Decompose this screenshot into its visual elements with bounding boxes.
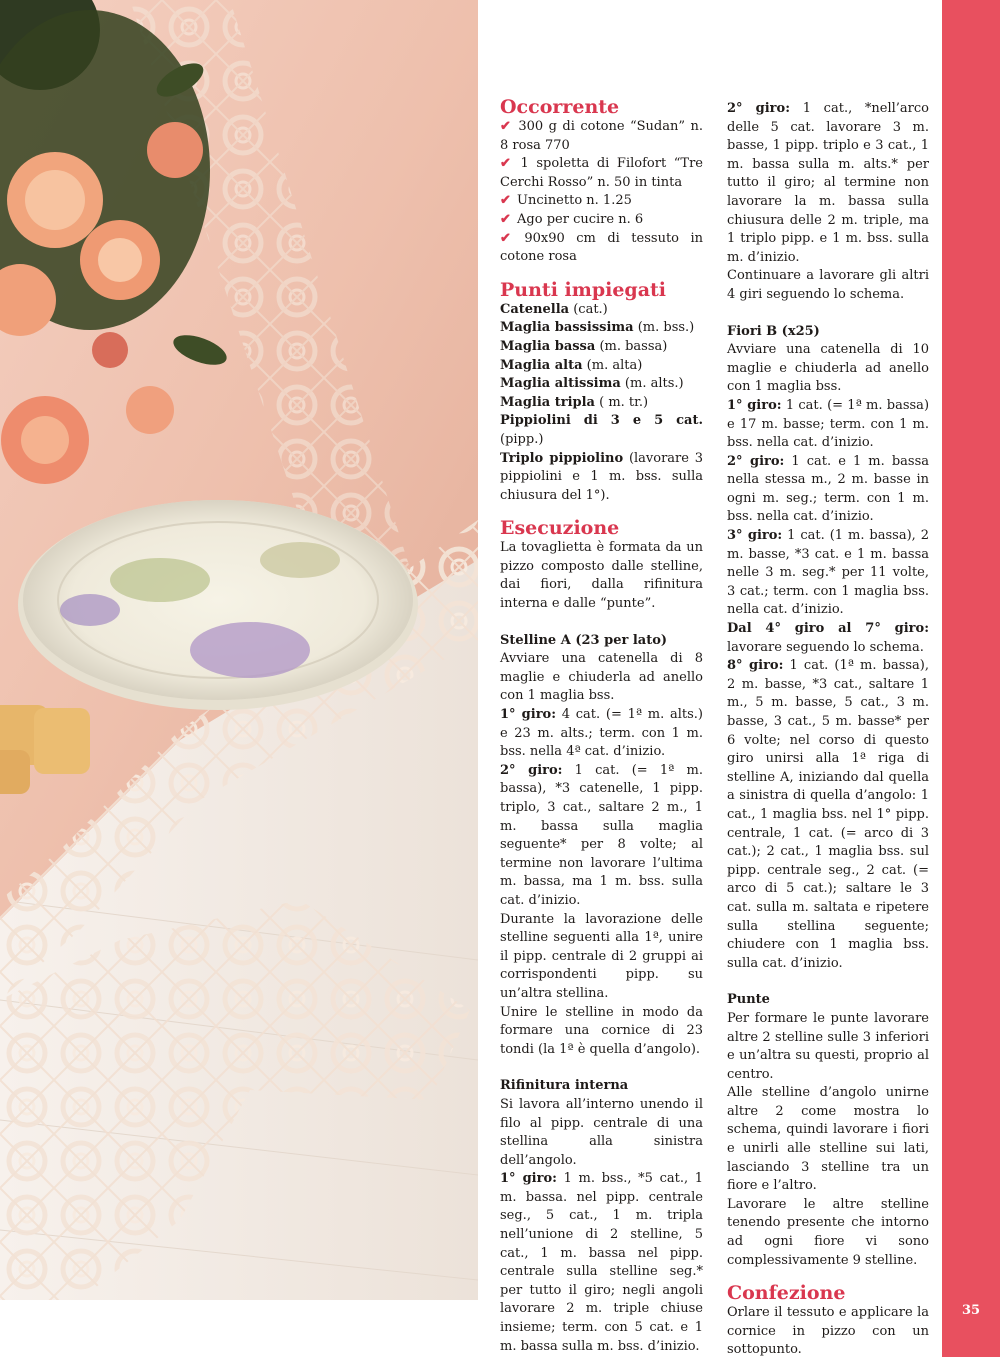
checkmark-icon: ✔ bbox=[500, 211, 511, 227]
section-title-esecuzione: Esecuzione bbox=[500, 517, 620, 540]
stitch-abbr: ( m. tr.) bbox=[594, 394, 649, 410]
round-label: 1° giro: bbox=[500, 1171, 557, 1187]
round-label: 2° giro: bbox=[727, 101, 790, 116]
paragraph bbox=[727, 620, 929, 657]
stitch-name: Maglia alta bbox=[500, 357, 583, 373]
round-text: 1 cat. (= 1ª m. bassa), *3 catenelle, 1 pipp. triplo, 3 cat., saltare 2 m., 1 m. bassa sulla maglia seguente* per 8 volte; al termine non lavorare l’ultima m. bassa, ma 1 m. bss. sulla cat. d’inizio. bbox=[500, 762, 703, 908]
stitch-item bbox=[500, 319, 703, 338]
section-title-occorrente: Occorrente bbox=[500, 96, 620, 118]
plate bbox=[18, 500, 418, 710]
list-item-text: Ago per cucire n. 6 bbox=[517, 211, 644, 227]
subsection-title-rifinitura: Rifinitura interna bbox=[500, 1078, 629, 1094]
stitch-name: Pippiolini di 3 e 5 cat. bbox=[500, 413, 703, 429]
stitch-name: Maglia bassa bbox=[500, 338, 596, 354]
stitch-name: Catenella bbox=[500, 301, 570, 317]
paragraph bbox=[727, 100, 929, 267]
side-band bbox=[942, 0, 1000, 1357]
paragraph: Orlare il tessuto e applicare la cornice in pizzo con un sottopunto. bbox=[727, 1305, 929, 1358]
round-label: 2° giro: bbox=[500, 762, 563, 778]
list-item bbox=[500, 211, 703, 230]
lace-doily-photo bbox=[0, 0, 478, 1300]
round-label: 3° giro: bbox=[727, 528, 783, 544]
stitch-abbr: (pipp.) bbox=[500, 431, 544, 447]
subsection-title-stelline: Stelline A (23 per lato) bbox=[500, 632, 668, 648]
list-item-text: 300 g di cotone “Sudan” n. 8 rosa 770 bbox=[500, 119, 703, 153]
stitch-item bbox=[500, 375, 703, 394]
list-item-text: 90x90 cm di tessuto in cotone rosa bbox=[500, 230, 703, 265]
stitch-name: Maglia tripla bbox=[500, 394, 595, 410]
paragraph: Unire le stelline in modo da formare una cornice di 23 tondi (la 1ª è quella d’angolo). bbox=[500, 1004, 703, 1057]
paragraph bbox=[727, 453, 929, 527]
paragraph: Per formare le punte lavorare altre 2 stelline sulle 3 inferiori e un’altra su questi, proprio al centro. bbox=[727, 1010, 929, 1082]
paragraph bbox=[500, 1170, 703, 1356]
round-text: 1 cat. (1ª m. bassa), 2 m. basse, *3 cat., saltare 1 m., 5 m. basse, 5 cat., 3 m. basse, 3 cat., 5 m. basse* per 6 volte; nel corso di questo giro unirsi alla 1ª riga di stelline A, iniziando dal quella a sinistra di quella d’angolo: 1 cat., 1 maglia bss. nel 1° pipp. centrale, 1 cat. (= arco di 3 cat.); 2 cat., 1 maglia bss. sul pipp. centrale seg., 2 cat. (= arco di 5 cat.); saltare le 3 cat. sulla m. saltata e ripetere sulla stellina seguente; chiudere con 1 maglia bss. sulla cat. d’inizio. bbox=[727, 658, 929, 971]
checkmark-icon: ✔ bbox=[500, 193, 511, 209]
stitch-abbr: (m. alta) bbox=[582, 357, 643, 373]
stitch-abbr: (m. bassa) bbox=[595, 338, 668, 354]
paragraph: Durante la lavorazione delle stelline seguenti alla 1ª, unire il pipp. centrale di 2 gruppi ai corrispondenti pipp. su un’altra stellina. bbox=[500, 911, 703, 1001]
stitch-name: Triplo pippiolino bbox=[500, 450, 624, 466]
checkmark-icon: ✔ bbox=[500, 119, 511, 134]
checkmark-icon: ✔ bbox=[500, 156, 511, 172]
paragraph: Avviare una catenella di 8 maglie e chiuderla ad anello con 1 maglia bss. bbox=[500, 651, 703, 704]
text-column-right bbox=[727, 100, 929, 1360]
paragraph: Si lavora all’interno unendo il filo al pipp. centrale di una stellina alla sinistra dell’angolo. bbox=[500, 1096, 703, 1168]
stitch-item bbox=[500, 357, 703, 376]
product-photo bbox=[0, 0, 478, 1300]
stitch-item bbox=[500, 301, 703, 320]
subsection-title-fiori: Fiori B (x25) bbox=[727, 323, 820, 339]
round-label: 1° giro: bbox=[500, 707, 557, 723]
stitch-name: Maglia altissima bbox=[500, 376, 621, 392]
list-item-text: 1 spoletta di Filofort “Tre Cerchi Rosso” n. 50 in tinta bbox=[500, 156, 703, 190]
round-label: 2° giro: bbox=[727, 453, 785, 469]
paragraph: Continuare a lavorare gli altri 4 giri seguendo lo schema. bbox=[727, 268, 929, 302]
subsection-title-punte: Punte bbox=[727, 992, 770, 1008]
stitch-abbr: (lavorare 3 pippiolini e 1 m. bss. sulla chiusura del 1°). bbox=[500, 450, 703, 503]
round-label: Dal 4° giro al 7° giro: bbox=[727, 621, 929, 637]
round-text: lavorare seguendo lo schema. bbox=[727, 639, 924, 655]
list-item bbox=[500, 230, 703, 267]
stitch-abbr: (cat.) bbox=[569, 301, 608, 317]
paragraph: Alle stelline d’angolo unirne altre 2 come mostra lo schema, quindi lavorare i fiori e unirli alle stelline sui lati, lasciando 3 stelline tra un fiore e l’altro. bbox=[727, 1085, 929, 1194]
stitch-item bbox=[500, 338, 703, 357]
round-text: 1 cat. e 1 m. bassa nella stessa m., 2 m. basse in ogni m. seg.; term. con 1 m. bss. nella cat. d’inizio. bbox=[727, 453, 929, 525]
stitch-name: Maglia bassissima bbox=[500, 320, 634, 336]
stitch-item bbox=[500, 450, 703, 506]
paragraph bbox=[727, 527, 929, 620]
paragraph: Avviare una catenella di 10 maglie e chiuderla ad anello con 1 maglia bss. bbox=[727, 342, 929, 395]
round-label: 8° giro: bbox=[727, 658, 784, 674]
paragraph bbox=[500, 706, 703, 762]
paragraph: Lavorare le altre stelline tenendo presente che intorno ad ogni fiore vi sono complessivamente 9 stelline. bbox=[727, 1196, 929, 1268]
round-text: 1 m. bss., *5 cat., 1 m. bassa. nel pipp. centrale seg., 5 cat., 1 m. tripla nell’unione di 2 stelline, 5 cat., 1 m. bassa nel pipp. centrale sulla stelline seg.* per tutto il giro; negli angoli lavorare 2 m. triple chiuse insieme; term. con 5 cat. e 1 m. bassa sulla m. bss. d’inizio. bbox=[500, 1171, 704, 1354]
round-label: 1° giro: bbox=[727, 397, 782, 413]
text-column-left bbox=[500, 96, 703, 1356]
round-text: 1 cat. (= 1ª m. bassa) e 17 m. basse; term. con 1 m. bss. nella cat. d’inizio. bbox=[727, 397, 930, 451]
stitch-abbr: (m. bss.) bbox=[633, 320, 695, 336]
paragraph bbox=[500, 762, 703, 911]
section-title-confezione: Confezione bbox=[727, 1282, 846, 1305]
list-item bbox=[500, 155, 703, 192]
page-number: 35 bbox=[961, 1303, 981, 1318]
section-title-punti: Punti impiegati bbox=[500, 278, 667, 301]
list-item-text: Uncinetto n. 1.25 bbox=[517, 193, 632, 209]
round-text: 1 cat., *nell’arco delle 5 cat. lavorare 3 m. basse, 1 pipp. triplo e 3 cat., 1 m. bassa sulla m. alts.* per tutto il giro; al termine non lavorare la m. bassa sulla chiusura delle 2 m. triple, ma 1 triplo pipp. e 1 m. bss. sulla m. d’inizio. bbox=[727, 101, 929, 265]
list-item bbox=[500, 118, 703, 155]
paragraph: La tovaglietta è formata da un pizzo composto dalle stelline, dai fiori, dalla rifinitura interna e dalle “punte”. bbox=[500, 540, 703, 612]
round-text: 1 cat. (1 m. bassa), 2 m. basse, *3 cat. e 1 m. bassa nelle 3 m. seg.* per 11 volte, 3 cat.; term. con 1 maglia bss. nella cat. d’inizio. bbox=[727, 528, 929, 618]
stitch-item bbox=[500, 412, 703, 449]
paragraph bbox=[727, 657, 929, 973]
stitch-item bbox=[500, 394, 703, 413]
round-text: 4 cat. (= 1ª m. alts.) e 23 m. alts.; term. con 1 m. bss. nella 4ª cat. d’inizio. bbox=[500, 707, 703, 760]
stitch-abbr: (m. alts.) bbox=[620, 376, 684, 392]
checkmark-icon: ✔ bbox=[500, 230, 511, 246]
paragraph bbox=[727, 397, 929, 453]
list-item bbox=[500, 192, 703, 211]
